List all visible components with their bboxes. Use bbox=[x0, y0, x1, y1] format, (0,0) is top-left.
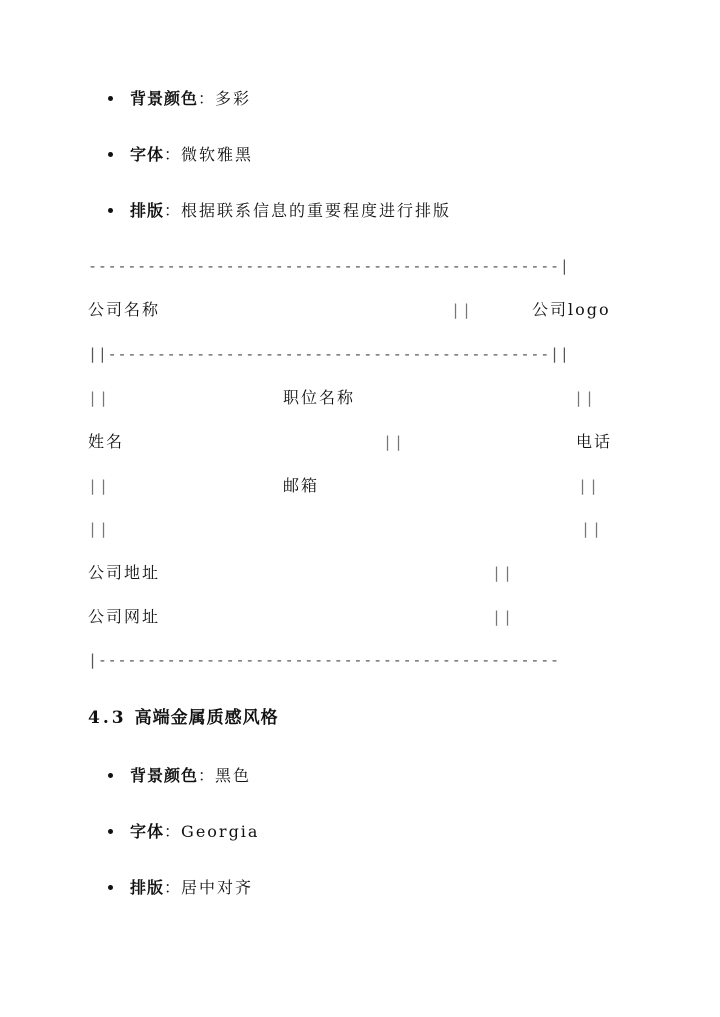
item-separator: ： bbox=[198, 766, 216, 785]
item-key: 排版 bbox=[130, 878, 165, 897]
list-item bbox=[108, 143, 253, 167]
item-key: 字体 bbox=[130, 822, 165, 841]
card-separator: || bbox=[492, 564, 515, 582]
item-separator: ： bbox=[164, 822, 182, 841]
card-separator: || bbox=[88, 520, 111, 538]
item-key: 背景颜色 bbox=[130, 766, 199, 785]
item-value: Georgia bbox=[181, 822, 260, 841]
item-value: 多彩 bbox=[215, 89, 252, 108]
job-title-label: 职位名称 bbox=[283, 388, 356, 407]
card-inner-border: ||---------------------------------------------|| bbox=[88, 345, 570, 363]
card-separator: || bbox=[492, 608, 515, 626]
item-separator: ： bbox=[164, 201, 182, 220]
card-top-border: ------------------------------------------------| bbox=[88, 257, 570, 275]
bullet-icon bbox=[108, 773, 113, 778]
card-separator: || bbox=[383, 433, 406, 451]
item-key: 排版 bbox=[130, 201, 165, 220]
bullet-icon bbox=[108, 96, 113, 101]
item-value: 黑色 bbox=[215, 766, 252, 785]
bullet-icon bbox=[108, 152, 113, 157]
name-label: 姓名 bbox=[88, 432, 125, 451]
item-key: 字体 bbox=[130, 145, 165, 164]
bullet-icon bbox=[108, 829, 113, 834]
card-separator: || bbox=[88, 477, 111, 495]
section-title: 高端金属质感风格 bbox=[134, 708, 279, 728]
company-website-label: 公司网址 bbox=[88, 607, 161, 626]
item-value: 根据联系信息的重要程度进行排版 bbox=[181, 201, 452, 220]
card-separator: || bbox=[451, 301, 474, 319]
card-bottom-border: |----------------------------------------------- bbox=[88, 651, 560, 669]
company-name-label: 公司名称 bbox=[88, 300, 161, 319]
list-item bbox=[108, 876, 253, 900]
item-separator: ： bbox=[198, 89, 216, 108]
company-address-label: 公司地址 bbox=[88, 563, 161, 582]
item-key: 背景颜色 bbox=[130, 89, 199, 108]
item-value: 微软雅黑 bbox=[181, 145, 254, 164]
section-heading bbox=[88, 706, 279, 730]
item-value: 居中对齐 bbox=[181, 878, 254, 897]
card-separator: || bbox=[581, 520, 604, 538]
list-item bbox=[108, 820, 259, 844]
item-separator: ： bbox=[164, 145, 182, 164]
card-separator: || bbox=[574, 389, 597, 407]
list-item bbox=[108, 764, 251, 788]
list-item bbox=[108, 87, 251, 111]
bullet-icon bbox=[108, 885, 113, 890]
card-separator: || bbox=[88, 389, 111, 407]
email-label: 邮箱 bbox=[283, 476, 320, 495]
item-separator: ： bbox=[164, 878, 182, 897]
phone-label: 电话 bbox=[576, 432, 613, 451]
company-logo-label: 公司logo bbox=[532, 300, 611, 319]
section-number: 4.3 bbox=[88, 708, 127, 728]
card-separator: || bbox=[578, 477, 601, 495]
bullet-icon bbox=[108, 208, 113, 213]
list-item bbox=[108, 199, 451, 223]
